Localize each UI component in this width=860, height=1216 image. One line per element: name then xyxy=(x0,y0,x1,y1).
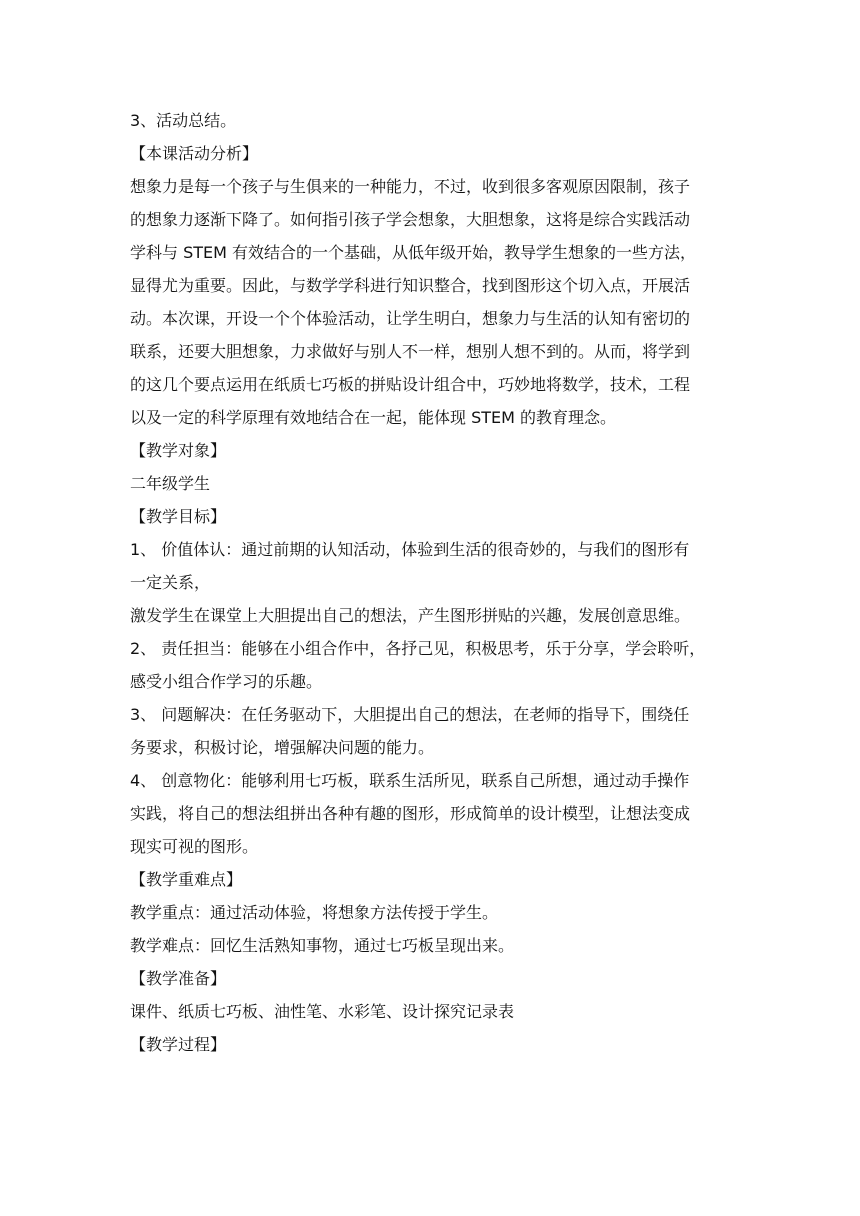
goal-item-4: 4、 创意物化：能够利用七巧板，联系生活所见，联系自己所想，通过动手操作 xyxy=(130,771,690,790)
teaching-target-text: 二年级学生 xyxy=(130,474,211,493)
paragraph-line: 想象力是每一个孩子与生俱来的一种能力，不过，收到很多客观原因限制，孩子 xyxy=(130,177,691,196)
paragraph-line: 以及一定的科学原理有效地结合在一起，能体现 STEM 的教育理念。 xyxy=(130,408,617,427)
paragraph-line: 的这几个要点运用在纸质七巧板的拼贴设计组合中，巧妙地将数学，技术，工程 xyxy=(130,375,691,394)
goal-item-1: 1、 价值体认：通过前期的认知活动，体验到生活的很奇妙的，与我们的图形有 xyxy=(130,540,690,559)
paragraph-line: 显得尤为重要。因此，与数学学科进行知识整合，找到图形这个切入点，开展活 xyxy=(130,276,691,295)
step-summary: 3、活动总结。 xyxy=(130,111,237,130)
goal-item-3: 3、 问题解决：在任务驱动下，大胆提出自己的想法，在老师的指导下，围绕任 xyxy=(130,705,690,724)
goal-item-4-cont: 实践，将自己的想法组拼出各种有趣的图形，形成简单的设计模型，让想法变成 xyxy=(130,804,691,823)
goal-item-2-cont: 感受小组合作学习的乐趣。 xyxy=(130,672,323,691)
goal-item-3-cont: 务要求，积极讨论，增强解决问题的能力。 xyxy=(130,738,435,757)
paragraph-line: 的想象力逐渐下降了。如何指引孩子学会想象，大胆想象，这将是综合实践活动 xyxy=(130,210,691,229)
difficult-point-text: 教学难点：回忆生活熟知事物，通过七巧板呈现出来。 xyxy=(130,936,515,955)
document-body xyxy=(130,104,736,1061)
goal-item-1-cont: 激发学生在课堂上大胆提出自己的想法，产生图形拼贴的兴趣，发展创意思维。 xyxy=(130,606,691,625)
paragraph-line: 动。本次课，开设一个个体验活动，让学生明白，想象力与生活的认知有密切的 xyxy=(130,309,691,328)
heading-teaching-target: 【教学对象】 xyxy=(130,441,227,460)
goal-item-2: 2、 责任担当：能够在小组合作中，各抒己见，积极思考，乐于分享，学会聆听， xyxy=(130,639,706,658)
heading-teaching-process: 【教学过程】 xyxy=(130,1035,227,1054)
heading-key-difficult-points: 【教学重难点】 xyxy=(130,870,243,889)
key-point-text: 教学重点：通过活动体验，将想象方法传授于学生。 xyxy=(130,903,499,922)
goal-item-1-cont: 一定关系， xyxy=(130,573,211,592)
paragraph-line: 联系，还要大胆想象，力求做好与别人不一样，想别人想不到的。从而，将学到 xyxy=(130,342,691,361)
goal-item-4-cont: 现实可视的图形。 xyxy=(130,837,259,856)
preparation-text: 课件、纸质七巧板、油性笔、水彩笔、设计探究记录表 xyxy=(130,1002,515,1021)
heading-teaching-goals: 【教学目标】 xyxy=(130,507,227,526)
paragraph-line: 学科与 STEM 有效结合的一个基础，从低年级开始，教导学生想象的一些方法， xyxy=(130,243,697,262)
heading-activity-analysis: 【本课活动分析】 xyxy=(130,144,259,163)
heading-teaching-preparation: 【教学准备】 xyxy=(130,969,227,988)
